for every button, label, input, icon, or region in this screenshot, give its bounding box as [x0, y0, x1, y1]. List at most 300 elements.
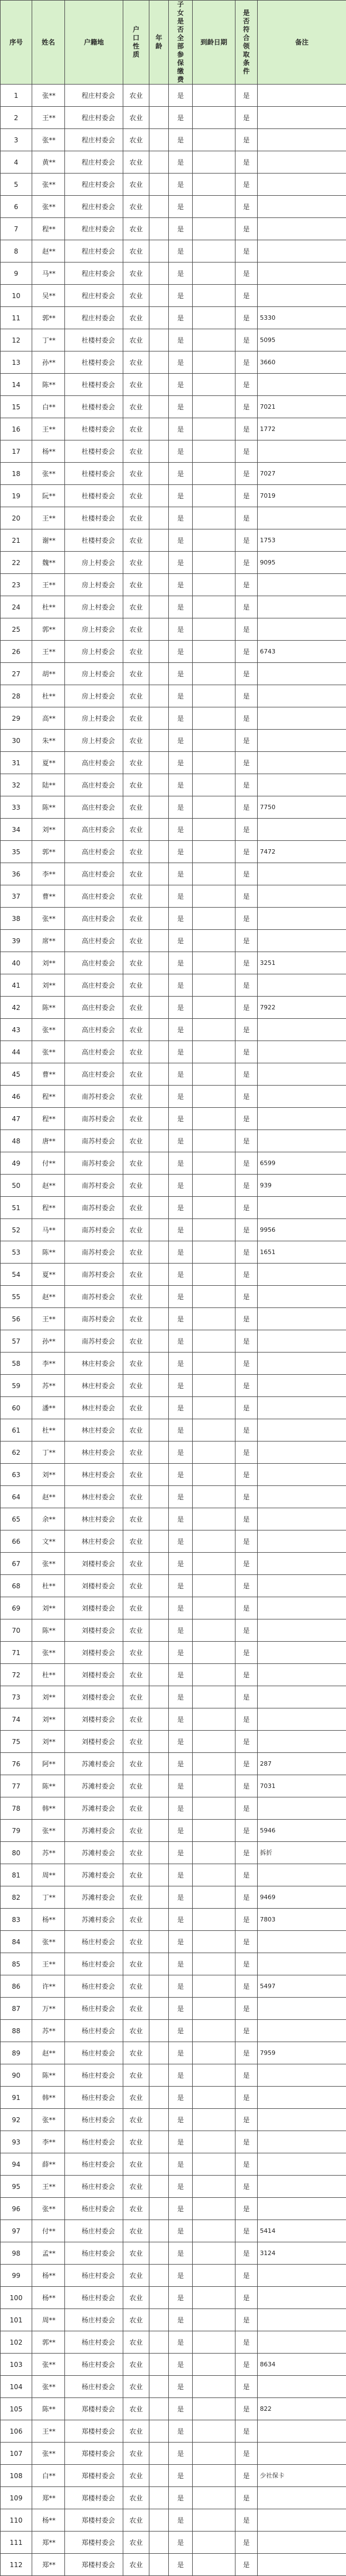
row-full-pay: 是 [169, 507, 193, 529]
row-remark [258, 2109, 346, 2131]
row-full-pay: 是 [169, 2265, 193, 2287]
table-row [1, 1308, 346, 1330]
row-hukou: 农业 [123, 1063, 149, 1086]
row-name: 刘** [32, 952, 65, 974]
row-full-pay: 是 [169, 2287, 193, 2309]
row-date [193, 1708, 235, 1731]
row-hukou: 农业 [123, 1286, 149, 1308]
row-entitled: 是 [235, 2042, 258, 2064]
row-remark: 5330 [258, 307, 346, 329]
row-full-pay: 是 [169, 218, 193, 240]
row-village: 南苏村委会 [65, 1219, 123, 1241]
row-full-pay: 是 [169, 707, 193, 730]
row-village: 南苏村委会 [65, 1197, 123, 1219]
row-full-pay: 是 [169, 396, 193, 418]
row-seq: 22 [1, 552, 32, 574]
row-name: 孙** [32, 351, 65, 374]
row-age [149, 2331, 169, 2354]
row-name: 刘** [32, 1708, 65, 1731]
table-row [1, 1286, 346, 1308]
row-seq: 18 [1, 463, 32, 485]
row-seq: 1 [1, 85, 32, 107]
row-remark [258, 730, 346, 752]
row-name: 丁** [32, 329, 65, 351]
row-full-pay: 是 [169, 930, 193, 952]
row-entitled: 是 [235, 1820, 258, 1842]
row-remark [258, 1419, 346, 1441]
row-village: 郑楼村委会 [65, 2487, 123, 2509]
row-hukou: 农业 [123, 952, 149, 974]
row-full-pay: 是 [169, 1353, 193, 1375]
row-entitled: 是 [235, 2398, 258, 2420]
row-name: 张** [32, 1553, 65, 1575]
row-age [149, 1575, 169, 1597]
row-age [149, 1597, 169, 1619]
row-village: 高庄村委会 [65, 885, 123, 908]
row-seq: 53 [1, 1241, 32, 1264]
row-village: 林庄村委会 [65, 1375, 123, 1397]
table-row [1, 952, 346, 974]
row-seq: 16 [1, 418, 32, 440]
row-seq: 91 [1, 2087, 32, 2109]
row-village: 杨庄村委会 [65, 2087, 123, 2109]
header-full-pay [169, 1, 193, 85]
row-date [193, 507, 235, 529]
row-full-pay: 是 [169, 1998, 193, 2020]
row-seq: 29 [1, 707, 32, 730]
row-entitled: 是 [235, 908, 258, 930]
table-row [1, 1264, 346, 1286]
row-remark [258, 974, 346, 997]
row-remark [258, 1708, 346, 1731]
row-name: 张** [32, 1041, 65, 1063]
row-remark [258, 240, 346, 262]
row-village: 郑楼村委会 [65, 2420, 123, 2443]
row-full-pay: 是 [169, 2509, 193, 2532]
row-village: 高庄村委会 [65, 974, 123, 997]
row-remark: 3660 [258, 351, 346, 374]
row-village: 林庄村委会 [65, 1419, 123, 1441]
row-hukou: 农业 [123, 1086, 149, 1108]
row-village: 程庄村委会 [65, 307, 123, 329]
row-village: 刘楼村委会 [65, 1619, 123, 1642]
row-age [149, 1753, 169, 1775]
row-full-pay: 是 [169, 552, 193, 574]
row-seq: 72 [1, 1664, 32, 1686]
row-village: 刘楼村委会 [65, 1708, 123, 1731]
row-age [149, 2465, 169, 2487]
row-date [193, 196, 235, 218]
row-entitled: 是 [235, 463, 258, 485]
header-entitled-label: 是否符合领取条件 [242, 9, 252, 76]
row-seq: 31 [1, 752, 32, 774]
row-date [193, 240, 235, 262]
row-hukou: 农业 [123, 596, 149, 618]
row-full-pay: 是 [169, 2443, 193, 2465]
row-entitled: 是 [235, 930, 258, 952]
row-seq: 58 [1, 1353, 32, 1375]
row-age [149, 2487, 169, 2509]
table-row [1, 396, 346, 418]
row-name: 阮** [32, 485, 65, 507]
table-row [1, 685, 346, 707]
row-remark: 1772 [258, 418, 346, 440]
row-name: 席** [32, 930, 65, 952]
row-hukou: 农业 [123, 908, 149, 930]
row-village: 杨庄村委会 [65, 2020, 123, 2042]
table-row [1, 507, 346, 529]
row-village: 林庄村委会 [65, 1464, 123, 1486]
row-hukou: 农业 [123, 1464, 149, 1486]
row-hukou: 农业 [123, 1953, 149, 1975]
table-row [1, 2354, 346, 2376]
row-village: 房上村委会 [65, 596, 123, 618]
row-age [149, 663, 169, 685]
row-village: 房上村委会 [65, 574, 123, 596]
row-age [149, 841, 169, 863]
row-entitled: 是 [235, 2509, 258, 2532]
row-village: 南苏村委会 [65, 1152, 123, 1175]
row-seq: 39 [1, 930, 32, 952]
row-entitled: 是 [235, 1931, 258, 1953]
row-remark [258, 2287, 346, 2309]
row-name: 陈** [32, 997, 65, 1019]
row-village: 郑楼村委会 [65, 2398, 123, 2420]
row-remark [258, 196, 346, 218]
row-full-pay: 是 [169, 1575, 193, 1597]
row-entitled: 是 [235, 663, 258, 685]
row-remark [258, 2376, 346, 2398]
row-name: 苏** [32, 1375, 65, 1397]
row-remark [258, 85, 346, 107]
table-row [1, 1642, 346, 1664]
row-hukou: 农业 [123, 1998, 149, 2020]
table-row [1, 618, 346, 641]
row-entitled: 是 [235, 552, 258, 574]
row-age [149, 752, 169, 774]
row-age [149, 1308, 169, 1330]
row-remark [258, 174, 346, 196]
row-hukou: 农业 [123, 2131, 149, 2153]
table-row [1, 218, 346, 240]
row-remark [258, 1686, 346, 1708]
table-row [1, 1842, 346, 1864]
row-entitled: 是 [235, 2064, 258, 2087]
row-hukou: 农业 [123, 1152, 149, 1175]
table-row [1, 1353, 346, 1375]
row-hukou: 农业 [123, 2420, 149, 2443]
row-entitled: 是 [235, 2354, 258, 2376]
row-full-pay: 是 [169, 1909, 193, 1931]
table-row [1, 1530, 346, 1553]
row-hukou: 农业 [123, 307, 149, 329]
row-seq: 54 [1, 1264, 32, 1286]
row-village: 刘楼村委会 [65, 1642, 123, 1664]
row-date [193, 2376, 235, 2398]
table-row [1, 663, 346, 685]
row-age [149, 1931, 169, 1953]
row-full-pay: 是 [169, 129, 193, 151]
row-village: 杨庄村委会 [65, 2153, 123, 2176]
row-entitled: 是 [235, 2554, 258, 2576]
table-row [1, 774, 346, 796]
row-village: 房上村委会 [65, 641, 123, 663]
row-name: 王** [32, 418, 65, 440]
row-date [193, 2064, 235, 2087]
row-seq: 24 [1, 596, 32, 618]
row-village: 高庄村委会 [65, 908, 123, 930]
row-village: 高庄村委会 [65, 841, 123, 863]
row-full-pay: 是 [169, 1708, 193, 1731]
row-seq: 77 [1, 1775, 32, 1797]
row-name: 朱** [32, 730, 65, 752]
row-date [193, 129, 235, 151]
row-age [149, 974, 169, 997]
row-hukou: 农业 [123, 1553, 149, 1575]
row-remark [258, 1597, 346, 1619]
row-date [193, 752, 235, 774]
row-name: 王** [32, 2176, 65, 2198]
row-hukou: 农业 [123, 151, 149, 174]
row-name: 孙** [32, 1330, 65, 1353]
row-age [149, 174, 169, 196]
row-hukou: 农业 [123, 974, 149, 997]
row-hukou: 农业 [123, 329, 149, 351]
row-remark: 3251 [258, 952, 346, 974]
row-full-pay: 是 [169, 1731, 193, 1753]
row-remark [258, 1086, 346, 1108]
row-entitled: 是 [235, 1041, 258, 1063]
row-name: 程** [32, 1086, 65, 1108]
row-hukou: 农业 [123, 174, 149, 196]
row-age [149, 2265, 169, 2287]
row-entitled: 是 [235, 685, 258, 707]
row-date [193, 262, 235, 285]
row-name: 郭** [32, 841, 65, 863]
row-remark [258, 1731, 346, 1753]
row-name: 陈** [32, 1775, 65, 1797]
row-hukou: 农业 [123, 2398, 149, 2420]
row-full-pay: 是 [169, 2064, 193, 2087]
row-age [149, 707, 169, 730]
row-hukou: 农业 [123, 685, 149, 707]
table-row [1, 908, 346, 930]
row-seq: 52 [1, 1219, 32, 1241]
table-row [1, 2153, 346, 2176]
row-entitled: 是 [235, 285, 258, 307]
row-age [149, 1731, 169, 1753]
row-full-pay: 是 [169, 174, 193, 196]
row-remark: 822 [258, 2398, 346, 2420]
row-date [193, 1197, 235, 1219]
row-full-pay: 是 [169, 752, 193, 774]
row-entitled: 是 [235, 1308, 258, 1330]
row-seq: 105 [1, 2398, 32, 2420]
row-entitled: 是 [235, 1664, 258, 1686]
row-remark [258, 1464, 346, 1486]
table-row [1, 1731, 346, 1753]
row-hukou: 农业 [123, 2153, 149, 2176]
row-age [149, 1086, 169, 1108]
row-entitled: 是 [235, 1108, 258, 1130]
row-village: 房上村委会 [65, 730, 123, 752]
row-hukou: 农业 [123, 1931, 149, 1953]
row-full-pay: 是 [169, 641, 193, 663]
row-entitled: 是 [235, 2309, 258, 2331]
row-hukou: 农业 [123, 1530, 149, 1553]
row-seq: 35 [1, 841, 32, 863]
row-remark: 1651 [258, 1241, 346, 1264]
header-entitled [235, 1, 258, 85]
row-full-pay: 是 [169, 1330, 193, 1353]
table-row [1, 1931, 346, 1953]
row-entitled: 是 [235, 1842, 258, 1864]
row-entitled: 是 [235, 2443, 258, 2465]
row-age [149, 1419, 169, 1441]
row-hukou: 农业 [123, 463, 149, 485]
row-name: 郭** [32, 618, 65, 641]
row-full-pay: 是 [169, 107, 193, 129]
row-seq: 38 [1, 908, 32, 930]
row-age [149, 796, 169, 819]
row-hukou: 农业 [123, 1886, 149, 1909]
row-entitled: 是 [235, 151, 258, 174]
row-date [193, 1219, 235, 1241]
row-entitled: 是 [235, 2087, 258, 2109]
row-date [193, 1975, 235, 1998]
row-village: 房上村委会 [65, 552, 123, 574]
row-hukou: 农业 [123, 796, 149, 819]
table-row [1, 1820, 346, 1842]
row-remark [258, 2176, 346, 2198]
table-row [1, 2042, 346, 2064]
row-seq: 63 [1, 1464, 32, 1486]
row-name: 李** [32, 2131, 65, 2153]
row-village: 林庄村委会 [65, 1508, 123, 1530]
row-name: 谢** [32, 529, 65, 552]
table-row [1, 1797, 346, 1820]
row-age [149, 1664, 169, 1686]
table-row [1, 2176, 346, 2198]
row-age [149, 1108, 169, 1130]
row-date [193, 2309, 235, 2331]
row-full-pay: 是 [169, 1063, 193, 1086]
row-date [193, 2198, 235, 2220]
row-date [193, 1464, 235, 1486]
row-date [193, 863, 235, 885]
row-age [149, 2287, 169, 2309]
row-village: 高庄村委会 [65, 1041, 123, 1063]
row-name: 陈** [32, 2398, 65, 2420]
row-hukou: 农业 [123, 85, 149, 107]
row-village: 杨庄村委会 [65, 2242, 123, 2265]
row-entitled: 是 [235, 2020, 258, 2042]
row-seq: 85 [1, 1953, 32, 1975]
row-age [149, 1553, 169, 1575]
row-date [193, 1130, 235, 1152]
row-age [149, 2242, 169, 2265]
header-hukou [123, 1, 149, 85]
row-village: 郑楼村委会 [65, 2554, 123, 2576]
row-remark: 7750 [258, 796, 346, 819]
row-full-pay: 是 [169, 2554, 193, 2576]
row-full-pay: 是 [169, 1019, 193, 1041]
table-row [1, 796, 346, 819]
row-entitled: 是 [235, 440, 258, 463]
row-seq: 71 [1, 1642, 32, 1664]
row-remark: 7922 [258, 997, 346, 1019]
row-entitled: 是 [235, 1375, 258, 1397]
row-date [193, 529, 235, 552]
row-name: 周** [32, 1864, 65, 1886]
row-name: 张** [32, 174, 65, 196]
row-seq: 45 [1, 1063, 32, 1086]
row-seq: 84 [1, 1931, 32, 1953]
row-seq: 55 [1, 1286, 32, 1308]
row-remark [258, 1286, 346, 1308]
row-name: 张** [32, 129, 65, 151]
row-age [149, 1464, 169, 1486]
table-row [1, 240, 346, 262]
row-full-pay: 是 [169, 2398, 193, 2420]
table-row [1, 485, 346, 507]
row-age [149, 2376, 169, 2398]
row-entitled: 是 [235, 1575, 258, 1597]
row-date [193, 1241, 235, 1264]
row-age [149, 2042, 169, 2064]
row-seq: 37 [1, 885, 32, 908]
row-remark [258, 2153, 346, 2176]
row-name: 刘** [32, 1686, 65, 1708]
row-hukou: 农业 [123, 2354, 149, 2376]
row-date [193, 1842, 235, 1864]
row-name: 郑** [32, 2554, 65, 2576]
row-seq: 9 [1, 262, 32, 285]
row-name: 唐** [32, 1130, 65, 1152]
row-full-pay: 是 [169, 2376, 193, 2398]
row-remark [258, 1664, 346, 1686]
table-row [1, 418, 346, 440]
row-remark [258, 1041, 346, 1063]
row-date [193, 997, 235, 1019]
table-row [1, 307, 346, 329]
row-village: 房上村委会 [65, 618, 123, 641]
row-remark [258, 2509, 346, 2532]
row-entitled: 是 [235, 1797, 258, 1820]
row-village: 郑楼村委会 [65, 2509, 123, 2532]
row-village: 杜楼村委会 [65, 485, 123, 507]
row-full-pay: 是 [169, 1530, 193, 1553]
row-hukou: 农业 [123, 1708, 149, 1731]
row-full-pay: 是 [169, 2198, 193, 2220]
row-seq: 3 [1, 129, 32, 151]
row-full-pay: 是 [169, 1508, 193, 1530]
row-village: 高庄村委会 [65, 997, 123, 1019]
table-row [1, 1953, 346, 1975]
row-hukou: 农业 [123, 930, 149, 952]
row-remark [258, 819, 346, 841]
row-date [193, 2509, 235, 2532]
row-name: 陈** [32, 796, 65, 819]
row-hukou: 农业 [123, 2087, 149, 2109]
row-name: 文** [32, 1530, 65, 1553]
row-entitled: 是 [235, 2198, 258, 2220]
table-row [1, 1909, 346, 1931]
row-seq: 92 [1, 2109, 32, 2131]
table-row [1, 1419, 346, 1441]
row-name: 马** [32, 1219, 65, 1241]
row-full-pay: 是 [169, 2176, 193, 2198]
